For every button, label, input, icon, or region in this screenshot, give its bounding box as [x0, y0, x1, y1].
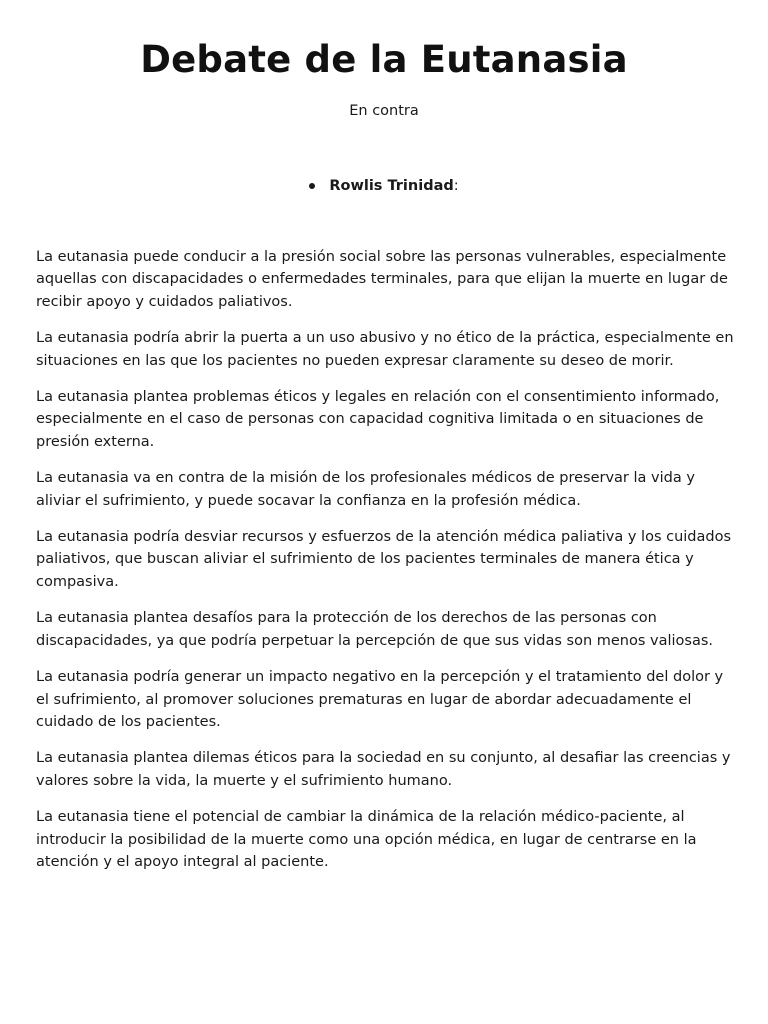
bullet-icon: [309, 183, 315, 189]
author-suffix: :: [453, 178, 459, 194]
body-paragraph: La eutanasia plantea dilemas éticos para la sociedad en su conjunto, al desafiar las creencias y valores sobre la vida, la muerte y el sufrimiento humano.: [36, 750, 731, 789]
body-paragraph: La eutanasia podría abrir la puerta a un uso abusivo y no ético de la práctica, especialmente en situaciones en las que los pacientes no pueden expresar claramente su deseo de morir.: [36, 330, 734, 369]
body-paragraph: La eutanasia va en contra de la misión de los profesionales médicos de preservar la vida y aliviar el sufrimiento, y puede socavar la confianza en la profesión médica.: [36, 470, 695, 509]
body-paragraph: La eutanasia plantea desafíos para la protección de los derechos de las personas con discapacidades, ya que podría perpetuar la percepción de que sus vidas son menos valiosas.: [36, 610, 714, 649]
document-body: [36, 246, 736, 887]
body-paragraph: La eutanasia puede conducir a la presión social sobre las personas vulnerables, especialmente aquellas con discapacidades o enfermedades terminales, para que elijan la muerte en lugar de recibir apoyo y cuidados paliativos.: [36, 249, 728, 310]
author-name: Rowlis Trinidad: [329, 178, 454, 194]
author-list-item: [309, 175, 458, 197]
body-paragraph: La eutanasia plantea problemas éticos y legales en relación con el consentimiento informado, especialmente en el caso de personas con capacidad cognitiva limitada o en situaciones de presión externa.: [36, 389, 720, 450]
body-paragraph: La eutanasia podría generar un impacto negativo en la percepción y el tratamiento del dolor y el sufrimiento, al promover soluciones prematuras en lugar de abordar adecuadamente el cuidado de los pacientes.: [36, 669, 724, 730]
document-subtitle: En contra: [349, 103, 419, 119]
author-list: [0, 175, 768, 197]
body-paragraph: La eutanasia podría desviar recursos y esfuerzos de la atención médica paliativa y los cuidados paliativos, que buscan aliviar el sufrimiento de los pacientes terminales de manera ética y compasiva.: [36, 529, 732, 590]
body-paragraph: La eutanasia tiene el potencial de cambiar la dinámica de la relación médico-paciente, al introducir la posibilidad de la muerte como una opción médica, en lugar de centrarse en la atención y el apoyo integral al paciente.: [36, 809, 697, 870]
document-title: Debate de la Eutanasia: [140, 38, 628, 81]
